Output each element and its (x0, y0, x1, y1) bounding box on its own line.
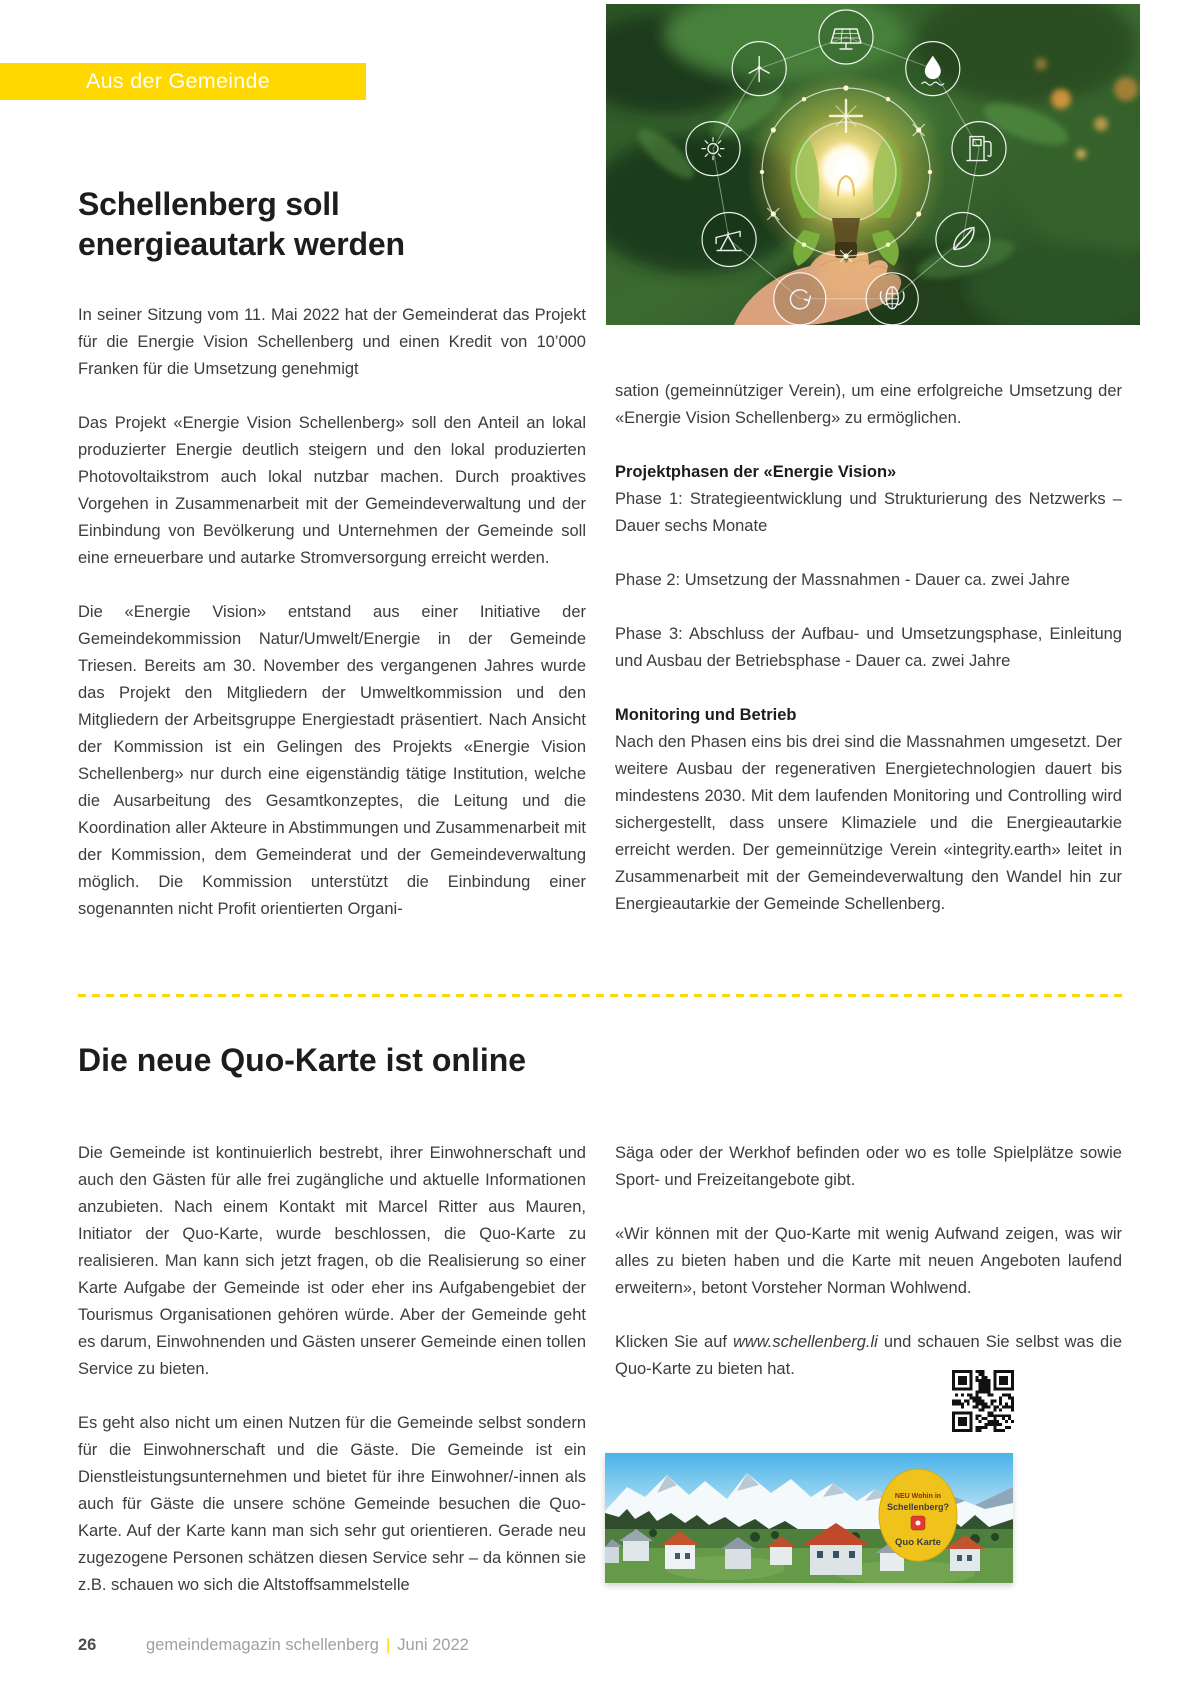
oil-pump-icon (702, 213, 756, 267)
badge-line2: Schellenberg? (886, 1502, 950, 1512)
article1-lead: In seiner Sitzung vom 11. Mai 2022 hat der Gemeinderat das Projekt für die Energie Vision Schellenberg und einen Kredit von 10’000 Franken für die Umsetzung genehmigt (78, 306, 586, 378)
wind-turbine-icon (732, 42, 786, 96)
badge-button-label: Quo Karte (895, 1537, 941, 1548)
village-photo-illustration (605, 1453, 1013, 1583)
phase-item: Phase 3: Abschluss der Aufbau- und Umsetzungsphase, Einleitung und Ausbau der Betriebsphase - Dauer ca. zwei Jahre (615, 625, 1122, 670)
article1-left-column (78, 184, 586, 923)
hero-photo (606, 4, 1140, 325)
link-suffix: und schauen Sie selbst was die Quo-Karte zu bieten hat. (615, 1333, 1122, 1378)
badge-line1: NEU Wohin in (894, 1493, 942, 1500)
footer-separator: | (385, 1636, 391, 1654)
article1-right-column (615, 378, 1122, 918)
article1-title: Schellenberg soll energieautark werden (78, 186, 405, 262)
solar-panel-icon (819, 10, 873, 64)
qr-code (952, 1370, 1014, 1432)
page-number: 26 (78, 1636, 97, 1654)
article1-paragraph: Das Projekt «Energie Vision Schellenberg» soll den Anteil an lokal produzierter Energie deutlich steigern und den lokal produzierten Photovoltaikstrom auch lokal nutzbar machen. Durch proaktives Vorgehen in Zusammenarbeit mit der Gemeindeverwaltung und der Einbindung von Bevölkerung und Unternehmen der Gemeinde soll eine erneuerbare und autarke Stromversorgung erreicht werden. (78, 414, 586, 567)
link-prefix: Klicken Sie auf (615, 1333, 733, 1351)
website-link[interactable]: www.schellenberg.li (732, 1333, 878, 1351)
village-photo (605, 1453, 1013, 1583)
article1-paragraph: Die «Energie Vision» entstand aus einer Initiative der Gemeindekommission Natur/Umwelt/Energie in der Gemeinde Triesen. Bereits am 30. November des vergangenen Jahres wurde das Projekt den Mitgliedern der Umweltkommission und den Mitgliedern der Arbeitsgruppe Energiestadt präsentiert. Nach Ansicht der Kommission ist ein Gelingen des Projekts «Energie Vision Schellenberg» nur durch eine eigenständig tätige Institution, welche die Ausarbeitung des Gesamtkonzeptes, die Leitung und die Koordination aller Akteure in Abstimmungen und Zusammenarbeit mit der Kommission, dem Gemeinderat und der Gemeindeverwaltung möglich. Die Kommission unterstützt die Einbindung einer sogenannten nicht Profit orientierten Organi- (78, 603, 586, 918)
article2-paragraph: Die Gemeinde ist kontinuierlich bestrebt, ihrer Einwohnerschaft und auch den Gästen für alle frei zugängliche und aktuelle Informationen anzubieten. Nach einem Kontakt mit Marcel Ritter aus Mauren, Initiator der Quo-Karte, wurde beschlossen, die Quo-Karte zu realisieren. Man kann sich jetzt fragen, ob die Realisierung so einer Karte Aufgabe der Gemeinde ist oder eher ins Aufgabengebiet der Tourismus Organisationen gehören würde. Aber der Gemeinde geht es darum, Einwohnenden und Gästen unserer Gemeinde einen tollen Service zu bieten. (78, 1144, 586, 1378)
footer-magazine-title: gemeindemagazin schellenberg (146, 1636, 379, 1654)
fuel-pump-icon (952, 122, 1006, 176)
kicker-label: Aus der Gemeinde (86, 69, 271, 93)
sun-icon (686, 122, 740, 176)
article2-paragraph: Es geht also nicht um einen Nutzen für die Gemeinde selbst sondern für die Einwohnerschaft und die Gäste. Die Gemeinde ist ein Dienstleistungsunternehmen und bietet für ihre Einwohner/-innen als auch für Gäste die unsere schöne Gemeinde besuchen die Quo-Karte. Auf der Karte kann man sich sehr gut orientieren. Gerade neu zugezogene Personen schätzen diesen Service sehr – da können sie z.B. schauen wo sich die Altstoffsammelstelle (78, 1414, 586, 1594)
quo-karte-badge[interactable] (879, 1469, 957, 1561)
section-divider (78, 994, 1122, 997)
leaf-icon (936, 213, 990, 267)
article2-link-sentence (615, 1329, 1122, 1383)
hero-photo-illustration (606, 4, 1140, 325)
article2-right-column (615, 1140, 1122, 1383)
water-drop-icon (906, 42, 960, 96)
footer-issue: Juni 2022 (397, 1636, 469, 1654)
article2-title: Die neue Quo-Karte ist online (78, 1042, 527, 1078)
recycling-icon (774, 273, 826, 325)
phases-heading: Projektphasen der «Energie Vision» (615, 463, 897, 481)
phase-item: Phase 1: Strategieentwicklung und Strukturierung des Netzwerks – Dauer sechs Monate (615, 490, 1122, 535)
article2-paragraph: «Wir können mit der Quo-Karte mit wenig Aufwand zeigen, was wir alles zu bieten haben und die Karte mit neuen Angeboten laufend erweitern», betont Vorsteher Norman Wohlwend. (615, 1225, 1122, 1297)
phase-item: Phase 2: Umsetzung der Massnahmen - Dauer ca. zwei Jahre (615, 571, 1070, 589)
article2-paragraph: Säga oder der Werkhof befinden oder wo es tolle Spielplätze sowie Sport- und Freizeitangebote gibt. (615, 1144, 1122, 1189)
article1-paragraph: sation (gemeinnütziger Verein), um eine erfolgreiche Umsetzung der «Energie Vision Schellenberg» zu ermöglichen. (615, 382, 1122, 427)
corn-icon (866, 273, 918, 325)
article2-left-column (78, 1140, 586, 1599)
page-footer (78, 1636, 1122, 1655)
article1-paragraph: Nach den Phasen eins bis drei sind die Massnahmen umgesetzt. Der weitere Ausbau der regenerativen Energietechnologien dauert bis mindestens 2030. Mit dem laufenden Monitoring und Controlling wird sichergestellt, dass unsere Klimaziele und die Energieautarkie erreicht werden. Der gemeinnützige Verein «integrity.earth» leitet in Zusammenarbeit mit der Gemeindeverwaltung den Wandel hin zur Energieautarkie der Gemeinde Schellenberg. (615, 733, 1122, 913)
kicker-banner (0, 63, 366, 100)
monitoring-heading: Monitoring und Betrieb (615, 706, 797, 724)
